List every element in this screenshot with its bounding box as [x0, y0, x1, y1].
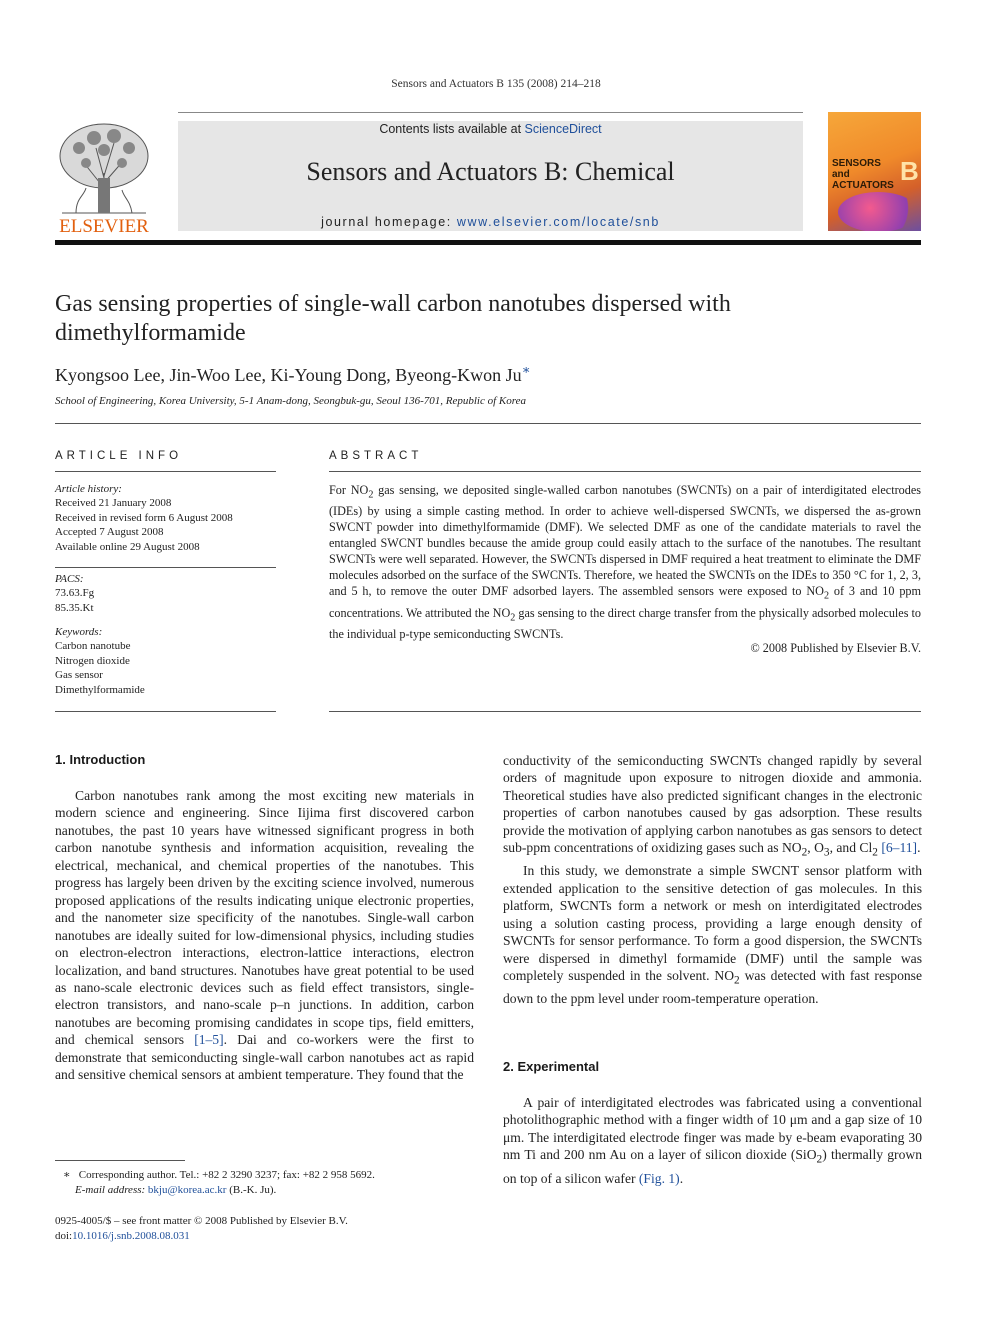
experimental-text: A pair of interdigitated electrodes was fabricated using a conventional photolithographic method with a finger width of 10 μm and a gap size of 10 μm. The interdigitated electrode finger was made by e-beam evaporating 30 nm Ti and 200 nm Au on a layer of silicon dioxide (SiO$_2$) thermally grown on top of a silicon wafer (Fig. 1).: [503, 1095, 922, 1186]
banner-top-rule: [178, 112, 803, 113]
introduction-text: Carbon nanotubes rank among the most exciting new materials in modern science and engineering. Since Iijima first discovered carbon nanotubes, the past 10 years have witnessed significant progress in both carbon nanotube synthesis and information acquisition, revealing the electrical, mechanical, and chemical properties of the nanotubes. This progress has largely been driven by the exciting science involved, numerous proposed applications of the results indicating unique electronic properties, and the nanometer size specificity of the nanotubes. Single-wall carbon nanotubes are ideally suited for low-dimensional physics, including studies on electron-electron interactions, electron-lattice interactions, electron localization, and band structures. Nanotubes have great potential to be used as nano-scale electronic devices such as field effect transistors, single-electron transistors, and nano-scale p–n junctions. In addition, carbon nanotubes are becoming promising candidates in scope tips, field emitters, and chemical sensors [1–5]. Dai and co-workers were the first to demonstrate that semiconducting single-wall carbon nanotubes act as rapid and sensitive chemical sensors at ambient temperature. They found that the: [55, 788, 475, 1083]
elsevier-logo: [54, 118, 154, 236]
keywords-label: Keywords:: [55, 626, 103, 638]
abstract-copyright: © 2008 Published by Elsevier B.V.: [750, 641, 921, 655]
elsevier-tree-icon: [54, 118, 154, 236]
online-date: Available online 29 August 2008: [55, 540, 200, 553]
journal-citation: Sensors and Actuators B 135 (2008) 214–218: [391, 78, 601, 90]
doi-link[interactable]: 10.1016/j.snb.2008.08.031: [72, 1229, 190, 1242]
divider: [329, 471, 921, 472]
divider: [55, 423, 921, 424]
homepage-link[interactable]: www.elsevier.com/locate/snb: [456, 215, 660, 229]
issn-line: 0925-4005/$ – see front matter © 2008 Published by Elsevier B.V.: [55, 1215, 348, 1227]
pacs-codes: [55, 572, 276, 615]
journal-cover: [828, 112, 921, 231]
divider: [55, 471, 276, 472]
history-label: Article history:: [55, 483, 122, 495]
keyword-item: Gas sensor: [55, 669, 103, 682]
abstract-heading: ABSTRACT: [329, 450, 423, 462]
contents-prefix: Contents lists available at: [379, 122, 525, 136]
affiliation: School of Engineering, Korea University, 5-1 Anam-dong, Seongbuk-gu, Seoul 136-701, Republic of Korea: [55, 395, 526, 407]
cover-title: SENSORS and ACTUATORS: [832, 158, 894, 191]
abstract-text: For $NO_2$ gas sensing, we deposited single-walled carbon nanotubes (SWCNTs) on a pair of interdigitated electrodes (IDEs) by using a simple casting method. In order to achieve well-dispersed SWCNTs, we dispersed the as-grown SWCNT powder into dimethylformamide (DMF). We selected DMF as one of the candidate materials to ravel the entangled SWCNT bundles because the amide group could easily attach to the surface of the nanotubes. The resultant SWCNTs were well separated. However, the SWCNTs dispersed in DMF required a heat treatment to eliminate the DMF molecules adsorbed on the surface of the SWCNTs. Therefore, we heated the SWCNTs on the IDEs to 350 °C for 1, 2, 3, and 5 h, to remove the outer DMF adsorbed layers. The assembled sensors were exposed to $NO_2$ of 3 and 10 ppm concentrations. We attributed the $NO_2$ gas sensing to the direct charge transfer from the physically adsorbed molecules to the individual p-type semiconducting SWCNTs.: [329, 483, 921, 642]
experimental-heading: 2. Experimental: [503, 1059, 600, 1074]
right-column-text: conductivity of the semiconducting SWCNTs changed rapidly by several orders of magnitude upon exposure to nitrogen dioxide and ammonia. Theoretical studies have also predicted significant changes in the electronic properties of carbon nanotubes caused by gas adsorption. These results provide the motivation of applying carbon nanotubes as gas sensors to detect sub-ppm concentrations of oxidizing gases such as $NO_2$, $O_3$, and $Cl_2$ [6–11]. In this study, we demonstrate a simple SWCNT sensor platform with extended application to the sensitive detection of gas molecules. In this platform, SWCNTs form a network or mesh on interdigitated electrodes using a solution casting process, providing a large enough density of SWCNTs for sensor performance. To form a good dispersion, the SWCNTs were dispersed in dimethyl formamide (DMF) until the sample was completely suspended in the solvent. $NO_2$ was detected with fast response down to the ppm level under room-temperature operation.: [503, 753, 922, 1007]
reference-link[interactable]: [6–11]: [881, 840, 918, 856]
footnote-rule: [55, 1160, 185, 1161]
footnote: ∗ Corresponding author. Tel.: +82 2 3290 3237; fax: +82 2 958 5692. E-mail address: bkju@korea.ac.kr (B.-K. Ju).: [63, 1169, 375, 1196]
author-names: Kyongsoo Lee, Jin-Woo Lee, Ki-Young Dong, Byeong-Kwon Ju: [55, 365, 522, 385]
reference-link[interactable]: [1–5]: [194, 1032, 224, 1048]
figure-link[interactable]: (Fig. 1): [638, 1170, 680, 1186]
divider: [55, 567, 276, 568]
contents-line: [178, 122, 803, 136]
keyword-item: Nitrogen dioxide: [55, 654, 130, 667]
sciencedirect-link[interactable]: ScienceDirect: [524, 122, 602, 136]
article-history: [55, 482, 276, 554]
cover-graphic: [838, 192, 918, 231]
keyword-item: Carbon nanotube: [55, 640, 131, 653]
keyword-item: Dimethylformamide: [55, 683, 145, 696]
cover-letter: B: [900, 156, 919, 186]
author-list: [55, 362, 531, 386]
elsevier-wordmark: ELSEVIER: [59, 216, 149, 236]
journal-banner: [178, 121, 803, 231]
header-rule: [55, 240, 921, 245]
revised-date: Received in revised form 6 August 2008: [55, 511, 233, 524]
homepage-prefix: journal homepage:: [321, 215, 457, 229]
accepted-date: Accepted 7 August 2008: [55, 526, 164, 539]
pacs-label: PACS:: [55, 573, 84, 585]
article-info-heading: ARTICLE INFO: [55, 450, 183, 462]
divider: [329, 711, 921, 712]
introduction-heading: 1. Introduction: [55, 752, 146, 767]
received-date: Received 21 January 2008: [55, 497, 172, 510]
divider: [55, 711, 276, 712]
journal-name: Sensors and Actuators B: Chemical: [306, 157, 675, 186]
front-matter: 0925-4005/$ – see front matter © 2008 Published by Elsevier B.V. doi:10.1016/j.snb.2008.08.031: [55, 1215, 348, 1242]
corresponding-author-mark[interactable]: ∗: [521, 362, 531, 377]
homepage-line: [178, 215, 803, 229]
pacs-item: 73.63.Fg: [55, 587, 95, 600]
pacs-item: 85.35.Kt: [55, 601, 94, 614]
corresponding-author: Corresponding author. Tel.: +82 2 3290 3237; fax: +82 2 958 5692.: [78, 1169, 375, 1181]
email-link[interactable]: bkju@korea.ac.kr: [147, 1183, 227, 1196]
article-title: Gas sensing properties of single-wall carbon nanotubes dispersed with dimethylformamide: [55, 291, 731, 346]
keywords: [55, 625, 276, 697]
